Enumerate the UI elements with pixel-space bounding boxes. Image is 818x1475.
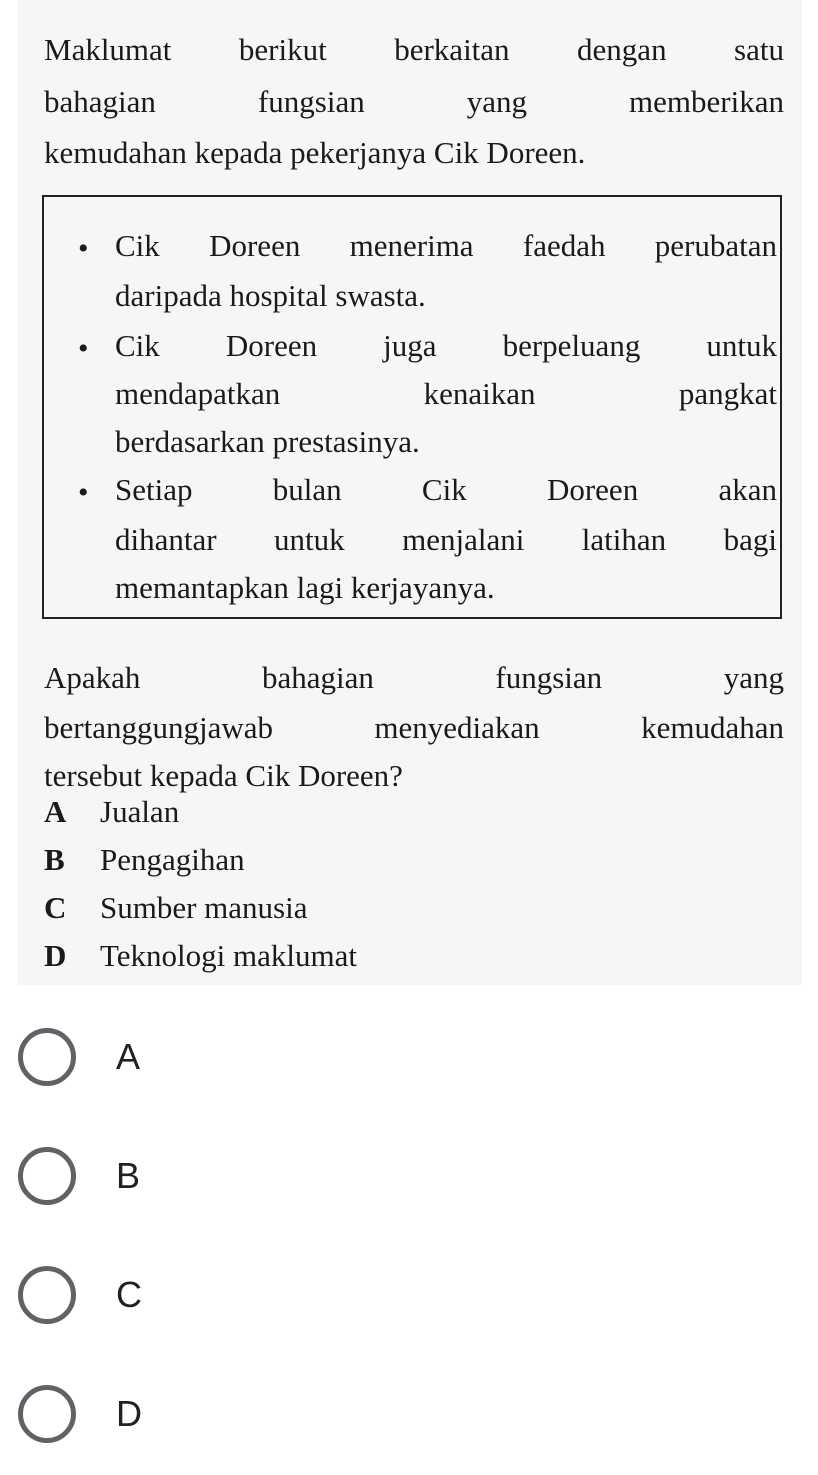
option-b <box>44 842 245 878</box>
box-line: Cik Doreen menerima faedah perubatan <box>115 228 777 263</box>
option-a <box>44 794 179 830</box>
intro-line: Maklumat berikut berkaitan dengan satu <box>44 32 784 67</box>
answer-label: C <box>116 1274 142 1315</box>
option-letter: D <box>44 938 67 973</box>
box-line: daripada hospital swasta. <box>115 278 426 313</box>
option-d <box>44 938 357 974</box>
option-c <box>44 890 308 926</box>
intro-line: kemudahan kepada pekerjanya Cik Doreen. <box>44 135 586 170</box>
bullet-icon: • <box>78 232 89 265</box>
answer-option-c[interactable] <box>18 1260 142 1330</box>
box-line: memantapkan lagi kerjayanya. <box>115 570 495 605</box>
box-line: dihantar untuk menjalani latihan bagi <box>115 522 777 557</box>
radio-button[interactable] <box>18 1147 76 1205</box>
answer-option-a[interactable] <box>18 1022 140 1092</box>
radio-button[interactable] <box>18 1266 76 1324</box>
option-text: Pengagihan <box>100 842 245 877</box>
prompt-line: Apakah bahagian fungsian yang <box>44 660 784 695</box>
radio-button[interactable] <box>18 1028 76 1086</box>
bullet-icon: • <box>78 332 89 365</box>
answer-option-b[interactable] <box>18 1141 140 1211</box>
box-line: mendapatkan kenaikan pangkat <box>115 376 777 411</box>
answer-label: A <box>116 1036 141 1077</box>
option-text: Sumber manusia <box>100 890 308 925</box>
option-letter: C <box>44 890 67 925</box>
prompt-line: tersebut kepada Cik Doreen? <box>44 758 403 793</box>
answer-label: D <box>116 1393 142 1434</box>
bullet-icon: • <box>78 476 89 509</box>
prompt-line: bertanggungjawab menyediakan kemudahan <box>44 710 784 745</box>
intro-line: bahagian fungsian yang memberikan <box>44 84 784 119</box>
radio-button[interactable] <box>18 1385 76 1443</box>
box-line: berdasarkan prestasinya. <box>115 424 420 459</box>
option-text: Jualan <box>100 794 180 829</box>
box-line: Setiap bulan Cik Doreen akan <box>115 472 777 507</box>
answer-label: B <box>116 1155 141 1196</box>
box-line: Cik Doreen juga berpeluang untuk <box>115 328 777 363</box>
option-letter: B <box>44 842 65 877</box>
option-letter: A <box>44 794 67 829</box>
option-text: Teknologi maklumat <box>100 938 357 973</box>
answer-option-d[interactable] <box>18 1379 142 1449</box>
